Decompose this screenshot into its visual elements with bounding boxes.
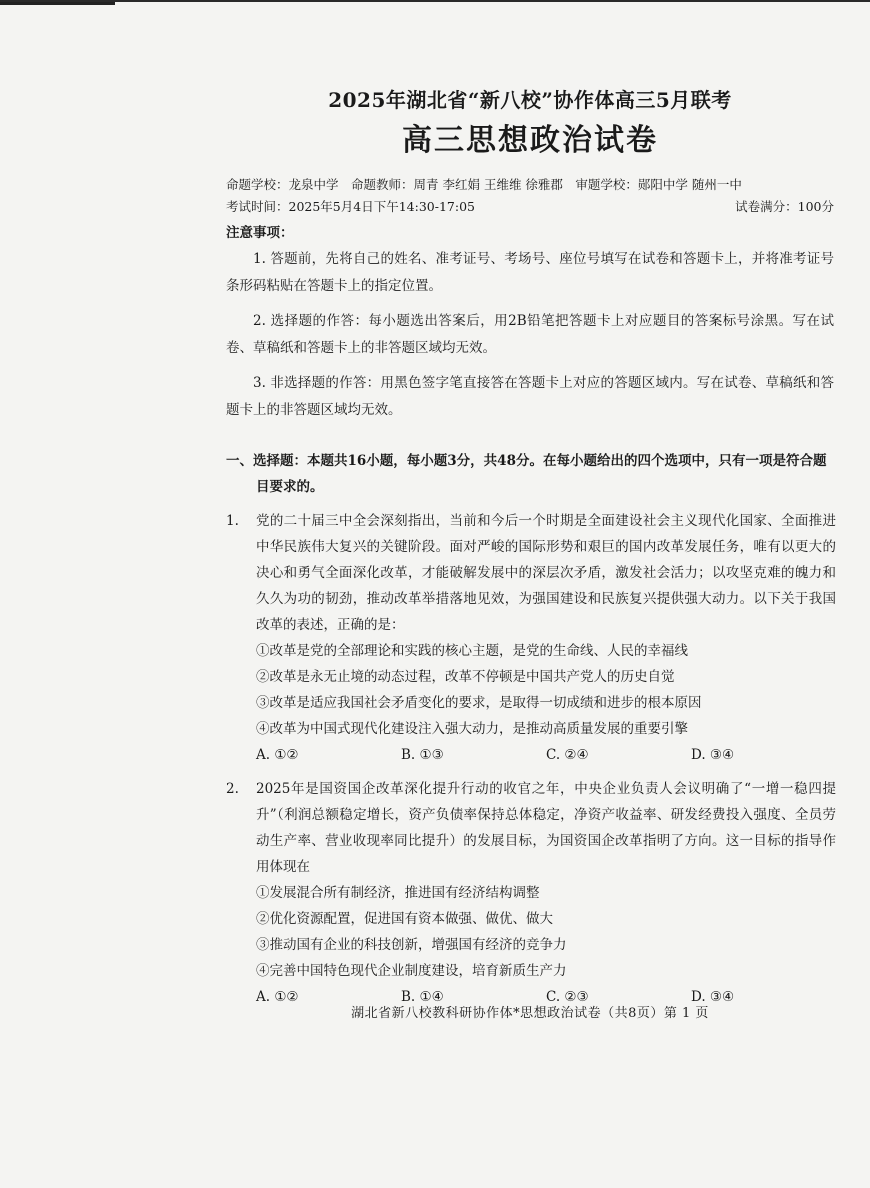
question-stem: 2025年是国资国企改革深化提升行动的收官之年，中央企业负责人会议明确了“一增一稳四提升”（利润总额稳定增长，资产负债率保持总体稳定，净资产收益率、研发经费投入强度、全员劳动生产率、营业收现率同比提升）的发展目标，为国资国企改革指明了方向。这一目标的指导作用体现在 [256, 781, 836, 875]
scan-mark [0, 2, 115, 5]
notice-item-2: 2. 选择题的作答：每小题选出答案后，用2B铅笔把答题卡上对应题目的答案标号涂黑。写在试卷、草稿纸和答题卡上的非答题区域均无效。 [226, 313, 834, 356]
question-body [256, 776, 836, 1010]
exam-subtitle: 2025年湖北省“新八校”协作体高三5月联考 [328, 88, 732, 112]
question-number: 1. [226, 513, 239, 529]
question-2 [226, 776, 834, 1010]
exam-page [226, 86, 834, 1010]
full-score: 试卷满分：100分 [735, 199, 834, 214]
question-1 [226, 508, 834, 768]
statement-option: ②改革是永无止境的动态过程，改革不停顿是中国共产党人的历史自觉 [256, 669, 675, 685]
notice-item-1: 1. 答题前，先将自己的姓名、准考证号、考场号、座位号填写在试卷和答题卡上，并将准考证号条形码粘贴在答题卡上的指定位置。 [226, 251, 834, 294]
question-stem: 党的二十届三中全会深刻指出，当前和今后一个时期是全面建设社会主义现代化国家、全面推进中华民族伟大复兴的关键阶段。面对严峻的国际形势和艰巨的国内改革发展任务，唯有以更大的决心和勇气全面深化改革，才能破解发展中的深层次矛盾，激发社会活力；以攻坚克难的魄力和久久为功的韧劲，推动改革举措落地见效，为强国建设和民族复兴提供强大动力。以下关于我国改革的表述，正确的是： [256, 513, 836, 633]
page-footer: 湖北省新八校教科研协作体*思想政治试卷（共8页）第 1 页 [351, 1006, 709, 1021]
choice-b: B. ①④ [401, 989, 444, 1005]
statement-option: ③改革是适应我国社会矛盾变化的要求，是取得一切成绩和进步的根本原因 [256, 695, 702, 711]
statement-option: ③推动国有企业的科技创新，增强国有经济的竞争力 [256, 937, 567, 953]
notice-item-3: 3. 非选择题的作答：用黑色签字笔直接答在答题卡上对应的答题区域内。写在试卷、草稿纸和答题卡上的非答题区域均无效。 [226, 375, 834, 418]
meta-authors-text: 命题学校：龙泉中学 命题教师：周青 李红娟 王维维 徐雅郡 审题学校：郧阳中学 随州一中 [226, 177, 742, 192]
statement-option: ①发展混合所有制经济，推进国有经济结构调整 [256, 885, 540, 901]
meta-time-score [226, 196, 834, 218]
choice-a: A. ①② [256, 747, 299, 763]
exam-time: 考试时间：2025年5月4日下午14:30-17:05 [226, 199, 475, 214]
scan-top-edge [0, 0, 870, 6]
choice-b: B. ①③ [401, 747, 444, 763]
notice-heading: 注意事项： [226, 225, 294, 241]
section-heading: 一、选择题：本题共16小题，每小题3分，共48分。在每小题给出的四个选项中，只有一项是符合题目要求的。 [226, 453, 827, 495]
answer-choices [256, 742, 836, 768]
choice-d: D. ③④ [691, 747, 735, 763]
meta-authors [226, 174, 834, 196]
statement-option: ④改革为中国式现代化建设注入强大动力，是推动高质量发展的重要引擎 [256, 721, 688, 737]
choice-d: D. ③④ [691, 989, 735, 1005]
question-number: 2. [226, 781, 239, 797]
choice-c: C. ②③ [546, 989, 589, 1005]
exam-title: 高三思想政治试卷 [402, 123, 658, 158]
statement-option: ④完善中国特色现代企业制度建设，培育新质生产力 [256, 963, 567, 979]
question-body [256, 508, 836, 768]
choice-c: C. ②④ [546, 747, 589, 763]
choice-a: A. ①② [256, 989, 299, 1005]
statement-option: ①改革是党的全部理论和实践的核心主题，是党的生命线、人民的幸福线 [256, 643, 688, 659]
statement-option: ②优化资源配置，促进国有资本做强、做优、做大 [256, 911, 553, 927]
